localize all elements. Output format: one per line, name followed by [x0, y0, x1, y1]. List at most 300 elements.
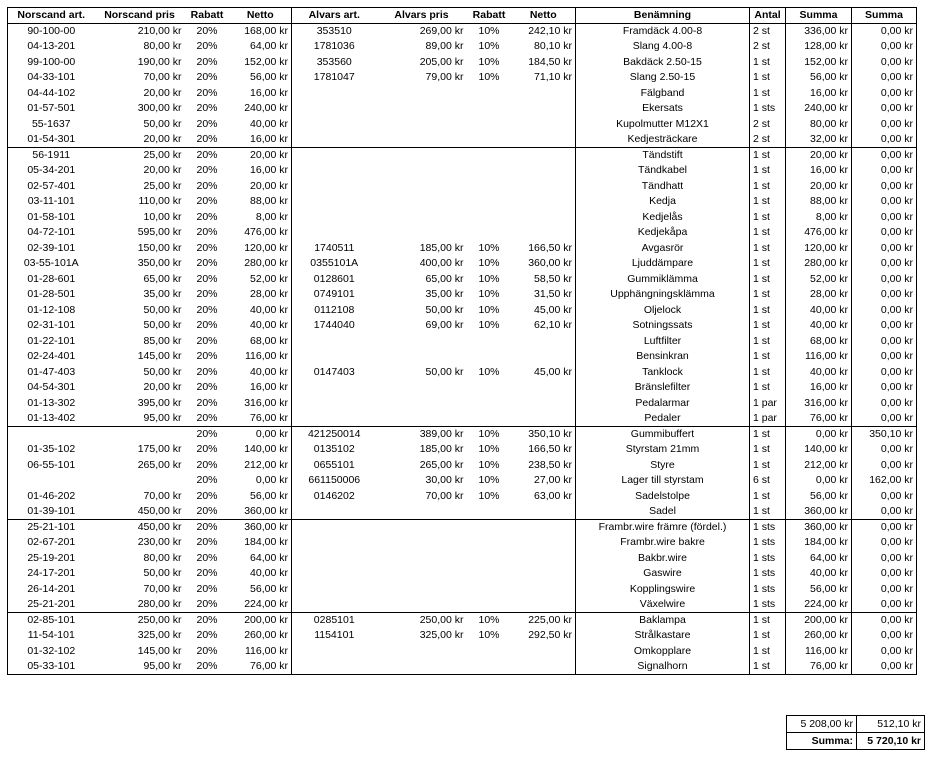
cell-norscand-art: 02-39-101: [8, 241, 95, 257]
cell-norscand-rabatt: 20%: [196, 288, 218, 301]
cell-benamning: Avgasrör: [576, 241, 750, 257]
table-row: [8, 520, 917, 536]
table-row: [8, 117, 917, 133]
subtotal-alvars: 512,10 kr: [857, 716, 925, 733]
cell-norscand-rabatt: 20%: [196, 40, 218, 53]
cell-alvars-netto: [512, 551, 576, 567]
cell-alvars-pris: 265,00 kr: [419, 458, 464, 471]
cell-antal: 1 st: [750, 210, 786, 226]
cell-norscand-rabatt: 20%: [196, 257, 218, 270]
cell-antal: 1 st: [750, 659, 786, 675]
cell-alvars-rabatt: [467, 597, 512, 613]
cell-antal: 1 st: [750, 194, 786, 210]
cell-alvars-art: 0749101: [313, 288, 355, 301]
cell-alvars-pris: 30,00 kr: [425, 474, 464, 487]
cell-norscand-art: [8, 473, 95, 489]
cell-norscand-art: 25-21-101: [8, 520, 95, 536]
cell-norscand-pris: 50,00 kr: [143, 117, 182, 130]
cell-norscand-pris: 95,00 kr: [95, 659, 185, 675]
cell-alvars-rabatt: 10%: [478, 55, 500, 68]
cell-norscand-netto: 0,00 kr: [230, 427, 292, 443]
cell-norscand-netto: 64,00 kr: [230, 551, 292, 567]
cell-summa-alvars: 0,00 kr: [852, 365, 917, 381]
cell-alvars-art: 0146202: [313, 489, 355, 502]
cell-alvars-netto: [512, 566, 576, 582]
cell-alvars-art: [292, 194, 377, 210]
cell-benamning: Strålkastare: [576, 628, 750, 644]
table-row: [8, 458, 917, 474]
cell-norscand-pris: 150,00 kr: [137, 241, 182, 254]
cell-norscand-art: 90-100-00: [8, 24, 95, 40]
cell-summa-alvars: 0,00 kr: [852, 318, 917, 334]
table-row: [8, 101, 917, 117]
cell-norscand-art: 25-19-201: [8, 551, 95, 567]
cell-alvars-netto: 166,50 kr: [512, 442, 576, 458]
cell-antal: 1 st: [750, 613, 786, 629]
cell-summa-alvars: 0,00 kr: [852, 39, 917, 55]
cell-alvars-netto: 225,00 kr: [512, 613, 576, 629]
cell-alvars-art: [292, 535, 377, 551]
cell-benamning: Oljelock: [576, 303, 750, 319]
cell-alvars-art: [292, 659, 377, 675]
cell-summa-alvars: 0,00 kr: [852, 241, 917, 257]
cell-norscand-rabatt: 20%: [196, 226, 218, 239]
cell-benamning: Sotningssats: [576, 318, 750, 334]
col-benamning-header: Benämning: [576, 8, 750, 24]
cell-norscand-rabatt: 20%: [196, 195, 218, 208]
cell-norscand-netto: 224,00 kr: [230, 597, 292, 613]
cell-antal: 1 sts: [750, 101, 786, 117]
cell-alvars-pris: 69,00 kr: [425, 319, 464, 332]
cell-summa-norscand: 56,00 kr: [786, 70, 852, 86]
cell-summa-norscand: 40,00 kr: [786, 365, 852, 381]
cell-norscand-art: 05-34-201: [8, 163, 95, 179]
cell-alvars-netto: [512, 597, 576, 613]
cell-alvars-pris: [377, 644, 467, 660]
cell-alvars-rabatt: [467, 194, 512, 210]
cell-antal: 2 st: [750, 132, 786, 148]
cell-alvars-pris: [377, 597, 467, 613]
cell-alvars-art: 1781036: [313, 40, 355, 53]
table-row: [8, 427, 917, 443]
cell-norscand-netto: 64,00 kr: [230, 39, 292, 55]
cell-alvars-art: [292, 396, 377, 412]
table-row: [8, 225, 917, 241]
cell-antal: 2 st: [750, 117, 786, 133]
table-row: [8, 24, 917, 40]
grand-total-row: [787, 733, 925, 750]
table-row: [8, 272, 917, 288]
cell-norscand-art: 03-55-101A: [8, 256, 95, 272]
col-antal-header: Antal: [750, 8, 786, 24]
col-summa-alvars-header: Summa: [852, 8, 917, 24]
cell-norscand-pris: 95,00 kr: [143, 412, 182, 424]
cell-norscand-netto: 152,00 kr: [230, 55, 292, 71]
cell-summa-alvars: 0,00 kr: [852, 380, 917, 396]
cell-alvars-art: [292, 210, 377, 226]
cell-alvars-rabatt: [467, 380, 512, 396]
totals-block: [786, 715, 925, 750]
cell-norscand-pris: 145,00 kr: [137, 644, 182, 657]
cell-antal: 1 st: [750, 86, 786, 102]
col-summa-norscand-header: Summa: [786, 8, 852, 24]
cell-norscand-art: 01-46-202: [8, 489, 95, 505]
col-alvars-pris-header: Alvars pris: [377, 8, 467, 24]
cell-alvars-pris: [377, 101, 467, 117]
cell-norscand-art: [8, 427, 95, 443]
cell-norscand-netto: 20,00 kr: [230, 148, 292, 164]
cell-norscand-pris: 325,00 kr: [137, 629, 182, 642]
cell-summa-norscand: 40,00 kr: [786, 303, 852, 319]
cell-norscand-pris: 595,00 kr: [137, 226, 182, 239]
cell-alvars-netto: [512, 148, 576, 164]
cell-norscand-art: 02-24-401: [8, 349, 95, 365]
cell-summa-norscand: 0,00 kr: [786, 427, 852, 443]
col-alvars-art-header: Alvars art.: [292, 8, 377, 24]
cell-benamning: Kedjelås: [576, 210, 750, 226]
cell-alvars-netto: [512, 520, 576, 536]
cell-alvars-art: [292, 225, 377, 241]
cell-summa-norscand: 40,00 kr: [786, 318, 852, 334]
cell-alvars-pris: [377, 504, 467, 520]
cell-alvars-art: [292, 101, 377, 117]
cell-alvars-pris: 79,00 kr: [425, 71, 464, 84]
cell-alvars-netto: [512, 194, 576, 210]
cell-benamning: Sadel: [576, 504, 750, 520]
cell-summa-alvars: 0,00 kr: [852, 86, 917, 102]
cell-benamning: Bakdäck 2.50-15: [576, 55, 750, 71]
cell-antal: 1 st: [750, 334, 786, 350]
cell-alvars-pris: [377, 349, 467, 365]
cell-norscand-netto: 0,00 kr: [230, 473, 292, 489]
cell-alvars-netto: [512, 411, 576, 427]
cell-alvars-rabatt: [467, 210, 512, 226]
cell-alvars-pris: [377, 659, 467, 675]
cell-alvars-pris: 65,00 kr: [425, 272, 464, 285]
cell-summa-alvars: 0,00 kr: [852, 117, 917, 133]
cell-summa-norscand: 20,00 kr: [786, 179, 852, 195]
cell-alvars-rabatt: 10%: [478, 443, 500, 456]
table-row: [8, 597, 917, 613]
cell-alvars-art: [292, 597, 377, 613]
cell-norscand-rabatt: 20%: [196, 381, 218, 394]
cell-alvars-pris: 70,00 kr: [425, 489, 464, 502]
cell-norscand-netto: 28,00 kr: [230, 287, 292, 303]
cell-norscand-pris: 65,00 kr: [143, 272, 182, 285]
cell-norscand-art: 25-21-201: [8, 597, 95, 613]
cell-alvars-pris: [377, 334, 467, 350]
cell-alvars-pris: 389,00 kr: [377, 427, 467, 443]
grand-total-value: 5 720,10 kr: [857, 733, 925, 750]
cell-alvars-art: [292, 117, 377, 133]
cell-benamning: Gaswire: [576, 566, 750, 582]
cell-norscand-art: 01-54-301: [8, 132, 95, 148]
cell-norscand-pris: 50,00 kr: [143, 567, 182, 580]
cell-alvars-art: 0655101: [313, 458, 355, 471]
cell-norscand-rabatt: 20%: [185, 148, 230, 164]
table-row: [8, 163, 917, 179]
cell-benamning: Kedja: [576, 194, 750, 210]
cell-alvars-netto: 166,50 kr: [512, 241, 576, 257]
cell-alvars-pris: [377, 148, 467, 164]
cell-antal: 1 st: [750, 225, 786, 241]
table-row: [8, 303, 917, 319]
table-row: [8, 551, 917, 567]
cell-norscand-art: 02-67-201: [8, 535, 95, 551]
cell-summa-alvars: 0,00 kr: [852, 24, 917, 40]
cell-alvars-rabatt: 10%: [478, 365, 500, 378]
cell-summa-alvars: 0,00 kr: [852, 520, 917, 536]
cell-summa-norscand: 200,00 kr: [786, 613, 852, 629]
cell-alvars-pris: [377, 86, 467, 102]
cell-alvars-pris: [377, 396, 467, 412]
cell-antal: 1 st: [750, 458, 786, 474]
cell-benamning: Tändhatt: [576, 179, 750, 195]
cell-norscand-netto: 40,00 kr: [230, 318, 292, 334]
cell-alvars-art: [292, 179, 377, 195]
cell-norscand-rabatt: 20%: [196, 567, 218, 580]
cell-antal: 1 sts: [750, 566, 786, 582]
cell-norscand-netto: 40,00 kr: [230, 117, 292, 133]
cell-norscand-art: 04-13-201: [8, 39, 95, 55]
cell-norscand-art: 01-57-501: [8, 101, 95, 117]
cell-norscand-netto: 76,00 kr: [230, 411, 292, 427]
table-row: [8, 582, 917, 598]
cell-norscand-art: 01-28-501: [8, 287, 95, 303]
cell-norscand-art: 04-33-101: [8, 70, 95, 86]
cell-alvars-netto: [512, 380, 576, 396]
cell-norscand-pris: 25,00 kr: [143, 179, 182, 192]
cell-summa-norscand: 260,00 kr: [786, 628, 852, 644]
cell-summa-alvars: 0,00 kr: [852, 334, 917, 350]
table-row: [8, 70, 917, 86]
cell-norscand-art: 05-33-101: [8, 659, 95, 675]
cell-norscand-art: 01-39-101: [8, 504, 95, 520]
cell-alvars-art: 353510: [316, 25, 352, 37]
cell-benamning: Gummiklämma: [576, 272, 750, 288]
cell-norscand-pris: 70,00 kr: [143, 489, 182, 502]
cell-alvars-art: 0355101A: [310, 257, 359, 270]
cell-alvars-art: 0135102: [313, 443, 355, 456]
cell-alvars-pris: [377, 582, 467, 598]
cell-benamning: Signalhorn: [576, 659, 750, 675]
cell-summa-norscand: 360,00 kr: [786, 520, 852, 536]
col-alvars-netto-header: Netto: [512, 8, 576, 24]
cell-norscand-netto: 88,00 kr: [230, 194, 292, 210]
cell-alvars-rabatt: 10%: [478, 272, 500, 285]
cell-alvars-pris: 269,00 kr: [419, 25, 464, 37]
cell-summa-alvars: 162,00 kr: [852, 473, 917, 489]
cell-alvars-rabatt: 10%: [478, 629, 500, 642]
cell-norscand-pris: 50,00 kr: [143, 319, 182, 332]
cell-alvars-rabatt: [467, 334, 512, 350]
cell-benamning: Bränslefilter: [576, 380, 750, 396]
cell-norscand-art: 56-1911: [8, 148, 95, 164]
cell-summa-alvars: 0,00 kr: [852, 489, 917, 505]
cell-alvars-art: [292, 551, 377, 567]
cell-antal: 1 st: [750, 442, 786, 458]
cell-norscand-netto: 20,00 kr: [230, 179, 292, 195]
cell-summa-alvars: 0,00 kr: [852, 287, 917, 303]
table-row: [8, 473, 917, 489]
cell-norscand-pris: 25,00 kr: [95, 148, 185, 164]
cell-alvars-rabatt: 10%: [478, 458, 500, 471]
cell-norscand-rabatt: 20%: [196, 365, 218, 378]
table-row: [8, 148, 917, 164]
cell-antal: 1 st: [750, 70, 786, 86]
table-row: [8, 287, 917, 303]
cell-summa-alvars: 0,00 kr: [852, 132, 917, 148]
cell-summa-alvars: 0,00 kr: [852, 582, 917, 598]
col-norscand-rabatt-header: Rabatt: [185, 8, 230, 24]
cell-norscand-pris: 280,00 kr: [137, 598, 182, 610]
cell-alvars-art: 0285101: [292, 613, 377, 629]
cell-summa-alvars: 0,00 kr: [852, 442, 917, 458]
cell-antal: 1 st: [750, 241, 786, 257]
table-row: [8, 86, 917, 102]
cell-alvars-art: [292, 520, 377, 536]
cell-norscand-rabatt: 20%: [196, 644, 218, 657]
cell-norscand-art: 01-47-403: [8, 365, 95, 381]
cell-alvars-rabatt: [467, 225, 512, 241]
cell-alvars-art: [292, 132, 377, 148]
cell-norscand-netto: 116,00 kr: [230, 349, 292, 365]
cell-antal: 1 st: [750, 55, 786, 71]
cell-alvars-netto: 45,00 kr: [512, 303, 576, 319]
cell-alvars-rabatt: [467, 396, 512, 412]
cell-alvars-netto: [512, 334, 576, 350]
cell-summa-norscand: 16,00 kr: [786, 163, 852, 179]
cell-norscand-rabatt: 20%: [196, 164, 218, 177]
cell-benamning: Tändstift: [576, 148, 750, 164]
table-row: [8, 365, 917, 381]
cell-summa-alvars: 0,00 kr: [852, 411, 917, 427]
cell-alvars-netto: [512, 349, 576, 365]
cell-norscand-pris: 350,00 kr: [137, 257, 182, 270]
cell-norscand-art: 11-54-101: [8, 628, 95, 644]
table-row: [8, 179, 917, 195]
table-row: [8, 256, 917, 272]
cell-summa-norscand: 476,00 kr: [786, 225, 852, 241]
cell-summa-alvars: 0,00 kr: [852, 55, 917, 71]
cell-norscand-netto: 16,00 kr: [230, 380, 292, 396]
cell-alvars-art: 421250014: [292, 427, 377, 443]
cell-alvars-rabatt: [467, 411, 512, 427]
cell-alvars-rabatt: 10%: [478, 257, 500, 270]
cell-alvars-rabatt: [467, 659, 512, 675]
cell-alvars-pris: 50,00 kr: [425, 303, 464, 316]
cell-alvars-netto: 184,50 kr: [512, 55, 576, 71]
cell-norscand-rabatt: 20%: [196, 117, 218, 130]
cell-benamning: Baklampa: [576, 613, 750, 629]
cell-antal: 1 sts: [750, 520, 786, 536]
parts-table-body: [8, 24, 917, 675]
cell-summa-alvars: 0,00 kr: [852, 194, 917, 210]
cell-norscand-art: 04-44-102: [8, 86, 95, 102]
cell-alvars-netto: [512, 179, 576, 195]
cell-norscand-art: 01-28-601: [8, 272, 95, 288]
cell-norscand-pris: 145,00 kr: [137, 350, 182, 363]
grand-total-label: Summa:: [787, 733, 857, 750]
cell-alvars-netto: 350,10 kr: [512, 427, 576, 443]
cell-antal: 1 par: [750, 411, 786, 427]
cell-norscand-art: 04-54-301: [8, 380, 95, 396]
cell-norscand-rabatt: 20%: [196, 458, 218, 471]
cell-summa-alvars: 0,00 kr: [852, 70, 917, 86]
cell-antal: 1 st: [750, 349, 786, 365]
cell-alvars-rabatt: 10%: [478, 489, 500, 502]
cell-norscand-pris: 110,00 kr: [138, 195, 182, 208]
cell-summa-norscand: 20,00 kr: [786, 148, 852, 164]
table-row: [8, 334, 917, 350]
cell-alvars-netto: [512, 225, 576, 241]
cell-norscand-netto: 240,00 kr: [230, 101, 292, 117]
cell-alvars-netto: 292,50 kr: [512, 628, 576, 644]
cell-norscand-pris: 190,00 kr: [137, 55, 182, 68]
cell-alvars-rabatt: [467, 520, 512, 536]
cell-norscand-netto: 168,00 kr: [230, 24, 292, 40]
table-row: [8, 489, 917, 505]
cell-alvars-netto: [512, 210, 576, 226]
cell-alvars-pris: 50,00 kr: [425, 365, 464, 378]
cell-norscand-netto: 316,00 kr: [230, 396, 292, 412]
cell-benamning: Slang 2.50-15: [576, 70, 750, 86]
table-row: [8, 380, 917, 396]
cell-alvars-netto: 27,00 kr: [512, 473, 576, 489]
cell-alvars-rabatt: [467, 148, 512, 164]
cell-alvars-art: 0112108: [314, 303, 355, 316]
cell-alvars-rabatt: 10%: [478, 288, 500, 301]
cell-summa-norscand: 52,00 kr: [786, 272, 852, 288]
cell-benamning: Gummibuffert: [576, 427, 750, 443]
cell-summa-alvars: 0,00 kr: [852, 659, 917, 675]
cell-alvars-pris: 325,00 kr: [419, 629, 464, 642]
table-row: [8, 132, 917, 148]
cell-summa-alvars: 0,00 kr: [852, 163, 917, 179]
cell-norscand-netto: 40,00 kr: [230, 566, 292, 582]
cell-alvars-pris: 35,00 kr: [425, 288, 464, 301]
cell-antal: 2 st: [750, 39, 786, 55]
cell-norscand-pris: 20,00 kr: [143, 164, 182, 177]
cell-summa-norscand: 360,00 kr: [786, 504, 852, 520]
table-row: [8, 535, 917, 551]
cell-antal: 1 sts: [750, 582, 786, 598]
cell-alvars-netto: [512, 644, 576, 660]
cell-norscand-netto: 280,00 kr: [230, 256, 292, 272]
cell-summa-alvars: 0,00 kr: [852, 551, 917, 567]
cell-norscand-pris: 50,00 kr: [143, 303, 182, 316]
cell-summa-norscand: 16,00 kr: [786, 86, 852, 102]
cell-norscand-rabatt: 20%: [185, 520, 230, 536]
cell-alvars-pris: 185,00 kr: [419, 443, 464, 456]
cell-benamning: Pedaler: [576, 411, 750, 427]
cell-alvars-art: 661150006: [308, 474, 361, 487]
cell-alvars-netto: [512, 659, 576, 675]
cell-alvars-netto: 31,50 kr: [512, 287, 576, 303]
cell-benamning: Kedjekåpa: [576, 225, 750, 241]
cell-summa-alvars: 0,00 kr: [852, 272, 917, 288]
cell-summa-alvars: 0,00 kr: [852, 458, 917, 474]
cell-alvars-art: [292, 334, 377, 350]
cell-summa-norscand: 80,00 kr: [786, 117, 852, 133]
cell-norscand-art: 01-58-101: [8, 210, 95, 226]
cell-alvars-netto: [512, 504, 576, 520]
cell-alvars-pris: 185,00 kr: [419, 241, 464, 254]
cell-norscand-pris: 85,00 kr: [143, 334, 182, 347]
cell-norscand-rabatt: 20%: [196, 55, 218, 68]
cell-benamning: Bakbr.wire: [576, 551, 750, 567]
cell-alvars-art: 1744040: [313, 319, 355, 332]
